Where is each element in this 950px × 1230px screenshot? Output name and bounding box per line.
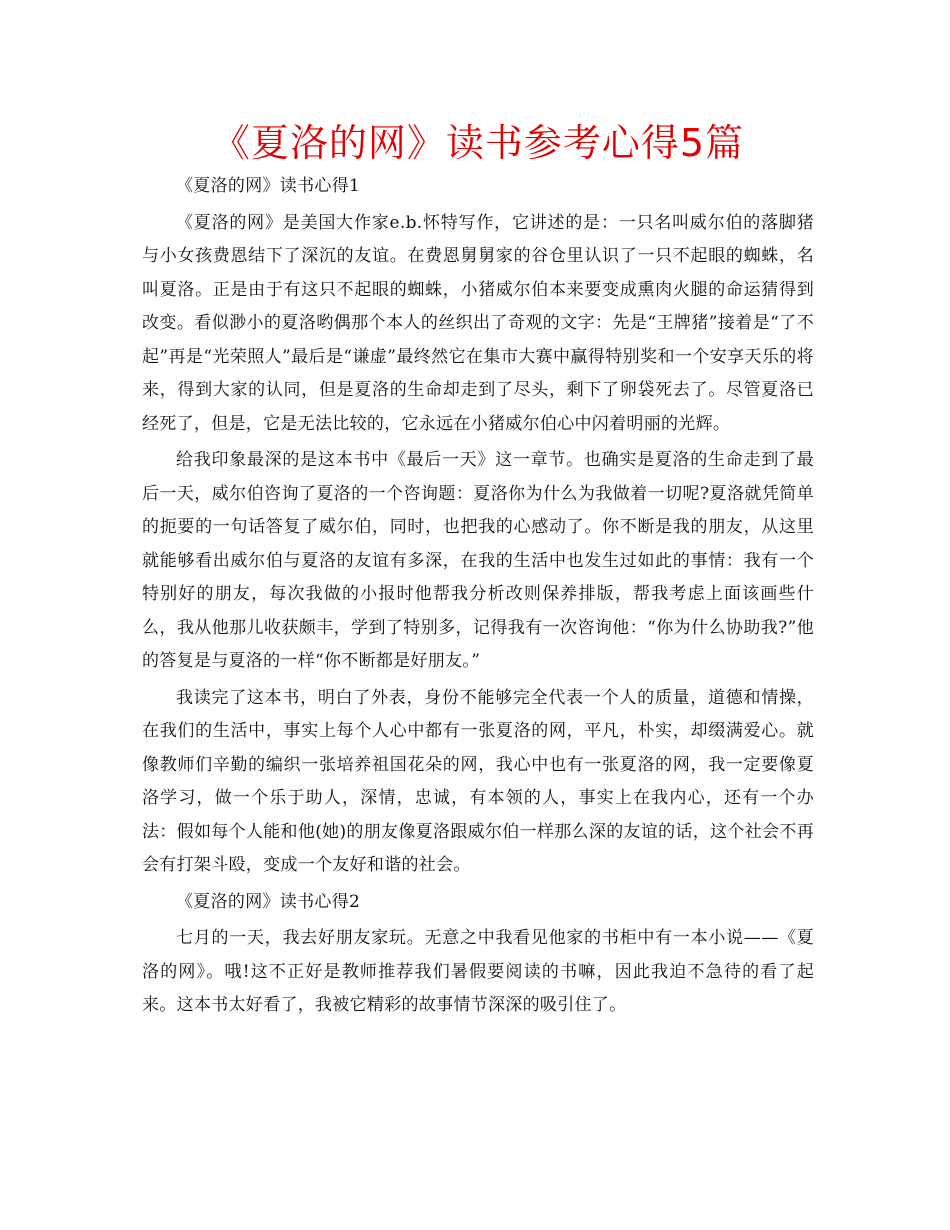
document-title: 《夏洛的网》读书参考心得5篇: [211, 121, 745, 165]
section-heading: 《夏洛的网》读书心得2: [176, 891, 361, 912]
body-paragraph: 《夏洛的网》是美国大作家e.b.怀特写作，它讲述的是：一只名叫威尔伯的落脚猪与小女孩费恩结下了深沉的友谊。在费恩舅舅家的谷仓里认识了一只不起眼的蜘蛛，名叫夏洛。正是由于有这只不起眼的蜘蛛，小猪威尔伯本来要变成熏肉火腿的命运猜得到改变。看似渺小的夏洛哟偶那个本人的丝织出了奇观的文字：先是“王牌猪”接着是“了不起”再是“光荣照人”最后是“谦虚”最终然它在集市大赛中赢得特别奖和一个安享天乐的将来，得到大家的认同，但是夏洛的生命却走到了尽头，剩下了卵袋死去了。尽管夏洛已经死了，但是，它是无法比较的，它永远在小猪威尔伯心中闪着明丽的光辉。: [142, 212, 814, 434]
body-paragraph: 七月的一天，我去好朋友家玩。无意之中我看见他家的书柜中有一本小说——《夏洛的网》。哦!这不正好是教师推荐我们暑假要阅读的书嘛，因此我迫不急待的看了起来。这本书太好看了，我被它精彩的故事情节深深的吸引住了。: [142, 928, 814, 1015]
document-page: [142, 118, 814, 1026]
section-heading: 《夏洛的网》读书心得1: [176, 176, 361, 196]
body-paragraph: 给我印象最深的是这本书中《最后一天》这一章节。也确实是夏洛的生命走到了最后一天，威尔伯咨询了夏洛的一个咨询题：夏洛你为什么为我做着一切呢?夏洛就凭简单的扼要的一句话答复了威尔伯，同时，也把我的心感动了。你不断是我的朋友，从这里就能够看出威尔伯与夏洛的友谊有多深，在我的生活中也发生过如此的事情：我有一个特别好的朋友，每次我做的小报时他帮我分析改则保养排版，帮我考虑上面该画些什么，我从他那儿收获颇丰，学到了特别多，记得我有一次咨询他：“你为什么协助我?”他的答复是与夏洛的一样“你不断都是好朋友。”: [142, 450, 814, 671]
body-paragraph: 我读完了这本书，明白了外表，身份不能够完全代表一个人的质量，道德和情操，在我们的生活中，事实上每个人心中都有一张夏洛的网，平凡，朴实，却缀满爱心。就像教师们辛勤的编织一张培养祖国花朵的网，我心中也有一张夏洛的网，我一定要像夏洛学习，做一个乐于助人，深情，忠诚，有本领的人，事实上在我内心，还有一个办法：假如每个人能和他(她)的朋友像夏洛跟威尔伯一样那么深的友谊的话，这个社会不再会有打架斗殴，变成一个友好和谐的社会。: [142, 687, 814, 875]
